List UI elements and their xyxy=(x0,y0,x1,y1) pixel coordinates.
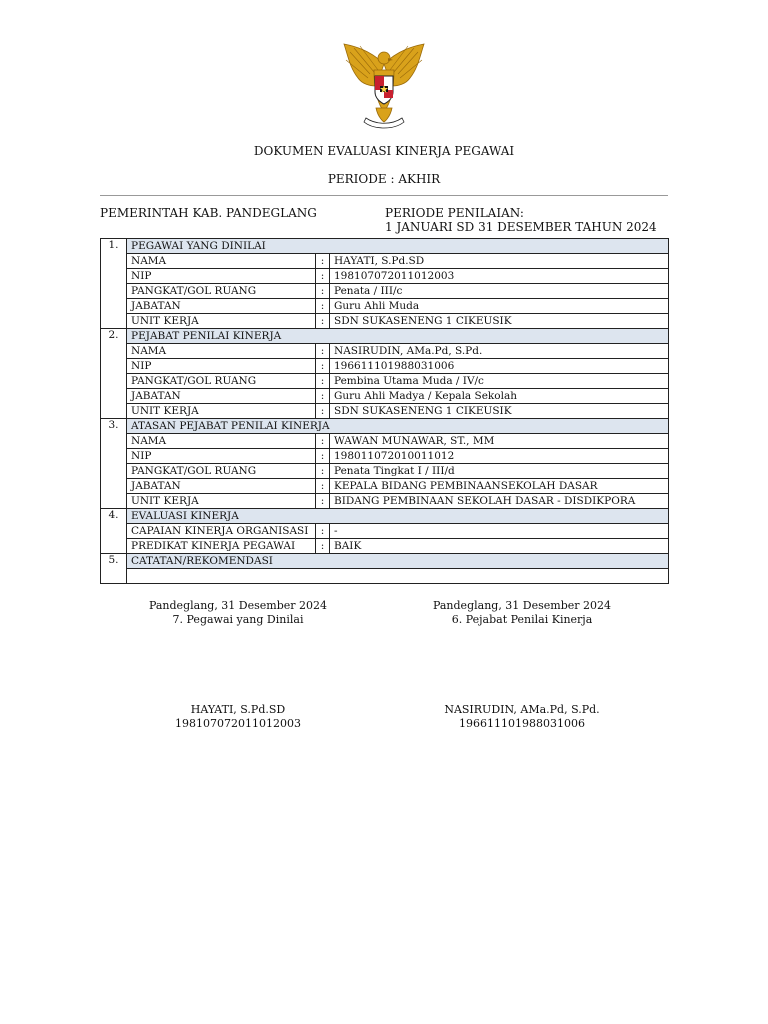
sig-right-place-date: Pandeglang, 31 Desember 2024 xyxy=(432,599,612,612)
field-colon: : xyxy=(316,299,330,314)
section-header-row xyxy=(101,509,669,524)
divider xyxy=(100,195,668,196)
field-value: HAYATI, S.Pd.SD xyxy=(330,254,669,269)
field-colon: : xyxy=(316,434,330,449)
field-value: NASIRUDIN, AMa.Pd, S.Pd. xyxy=(330,344,669,359)
instansi-label: PEMERINTAH KAB. PANDEGLANG xyxy=(100,206,317,220)
field-value: 196611101988031006 xyxy=(330,359,669,374)
field-value: 198011072010011012 xyxy=(330,449,669,464)
section-number: 1. xyxy=(101,239,127,329)
table-row xyxy=(101,464,669,479)
section-header-row xyxy=(101,554,669,569)
field-colon: : xyxy=(316,464,330,479)
field-colon: : xyxy=(316,479,330,494)
table-row xyxy=(101,344,669,359)
field-colon: : xyxy=(316,404,330,419)
field-value: Penata / III/c xyxy=(330,284,669,299)
table-row xyxy=(101,434,669,449)
section-header-row xyxy=(101,329,669,344)
field-label: PANGKAT/GOL RUANG xyxy=(127,284,316,299)
table-row xyxy=(101,254,669,269)
section-number: 2. xyxy=(101,329,127,419)
field-label: JABATAN xyxy=(127,479,316,494)
field-label: CAPAIAN KINERJA ORGANISASI xyxy=(127,524,316,539)
table-row xyxy=(101,359,669,374)
field-label: NIP xyxy=(127,269,316,284)
table-row xyxy=(101,479,669,494)
field-colon: : xyxy=(316,344,330,359)
notes-blank-row xyxy=(101,569,669,584)
field-colon: : xyxy=(316,494,330,509)
table-row xyxy=(101,374,669,389)
field-value: 198107072011012003 xyxy=(330,269,669,284)
field-label: NIP xyxy=(127,449,316,464)
field-label: NAMA xyxy=(127,254,316,269)
field-colon: : xyxy=(316,284,330,299)
table-row xyxy=(101,524,669,539)
table-row xyxy=(101,539,669,554)
sig-left-nip: 198107072011012003 xyxy=(175,717,301,730)
section-title: PEGAWAI YANG DINILAI xyxy=(127,239,669,254)
sig-right-role: 6. Pejabat Penilai Kinerja xyxy=(451,613,593,626)
document-title: DOKUMEN EVALUASI KINERJA PEGAWAI xyxy=(253,144,515,158)
field-colon: : xyxy=(316,359,330,374)
periode-label: PERIODE : AKHIR xyxy=(327,172,441,186)
field-value: BIDANG PEMBINAAN SEKOLAH DASAR - DISDIKPORA xyxy=(330,494,669,509)
section-number: 5. xyxy=(101,554,127,584)
field-colon: : xyxy=(316,539,330,554)
table-row xyxy=(101,284,669,299)
field-value: - xyxy=(330,524,669,539)
sig-left-name: HAYATI, S.Pd.SD xyxy=(190,703,286,716)
section-title: EVALUASI KINERJA xyxy=(127,509,669,524)
periode-penilaian-value: 1 JANUARI SD 31 DESEMBER TAHUN 2024 xyxy=(385,220,657,234)
field-value: Guru Ahli Muda xyxy=(330,299,669,314)
table-row xyxy=(101,314,669,329)
field-value: SDN SUKASENENG 1 CIKEUSIK xyxy=(330,404,669,419)
notes-field xyxy=(127,569,669,584)
field-value: Penata Tingkat I / III/d xyxy=(330,464,669,479)
field-label: UNIT KERJA xyxy=(127,314,316,329)
sig-right-name: NASIRUDIN, AMa.Pd, S.Pd. xyxy=(444,703,600,716)
field-label: JABATAN xyxy=(127,299,316,314)
field-value: SDN SUKASENENG 1 CIKEUSIK xyxy=(330,314,669,329)
sig-left-place-date: Pandeglang, 31 Desember 2024 xyxy=(148,599,328,612)
sig-right-nip: 196611101988031006 xyxy=(459,717,585,730)
signature-left xyxy=(128,599,348,627)
field-value: BAIK xyxy=(330,539,669,554)
table-row xyxy=(101,299,669,314)
table-row xyxy=(101,449,669,464)
field-value: KEPALA BIDANG PEMBINAANSEKOLAH DASAR xyxy=(330,479,669,494)
field-value: Guru Ahli Madya / Kepala Sekolah xyxy=(330,389,669,404)
field-label: NIP xyxy=(127,359,316,374)
field-colon: : xyxy=(316,374,330,389)
periode-penilaian-label: PERIODE PENILAIAN: xyxy=(385,206,524,220)
field-label: NAMA xyxy=(127,434,316,449)
section-title: CATATAN/REKOMENDASI xyxy=(127,554,669,569)
evaluation-table xyxy=(100,238,669,584)
section-title: PEJABAT PENILAI KINERJA xyxy=(127,329,669,344)
field-label: UNIT KERJA xyxy=(127,494,316,509)
field-label: JABATAN xyxy=(127,389,316,404)
table-row xyxy=(101,389,669,404)
field-label: PANGKAT/GOL RUANG xyxy=(127,374,316,389)
table-row xyxy=(101,494,669,509)
section-number: 3. xyxy=(101,419,127,509)
field-colon: : xyxy=(316,254,330,269)
section-header-row xyxy=(101,239,669,254)
field-colon: : xyxy=(316,389,330,404)
field-value: Pembina Utama Muda / IV/c xyxy=(330,374,669,389)
field-colon: : xyxy=(316,524,330,539)
field-colon: : xyxy=(316,269,330,284)
section-number: 4. xyxy=(101,509,127,554)
field-label: PANGKAT/GOL RUANG xyxy=(127,464,316,479)
periode-penilaian xyxy=(385,206,657,234)
signature-left-name-block xyxy=(128,703,348,731)
section-header-row xyxy=(101,419,669,434)
field-colon: : xyxy=(316,449,330,464)
signature-right-name-block xyxy=(412,703,632,731)
table-row xyxy=(101,404,669,419)
table-row xyxy=(101,269,669,284)
signature-right xyxy=(412,599,632,627)
field-label: UNIT KERJA xyxy=(127,404,316,419)
section-title: ATASAN PEJABAT PENILAI KINERJA xyxy=(127,419,669,434)
sig-left-role: 7. Pegawai yang Dinilai xyxy=(172,613,304,626)
field-value: WAWAN MUNAWAR, ST., MM xyxy=(330,434,669,449)
garuda-pancasila-emblem-icon xyxy=(340,42,428,132)
field-label: PREDIKAT KINERJA PEGAWAI xyxy=(127,539,316,554)
field-label: NAMA xyxy=(127,344,316,359)
field-colon: : xyxy=(316,314,330,329)
